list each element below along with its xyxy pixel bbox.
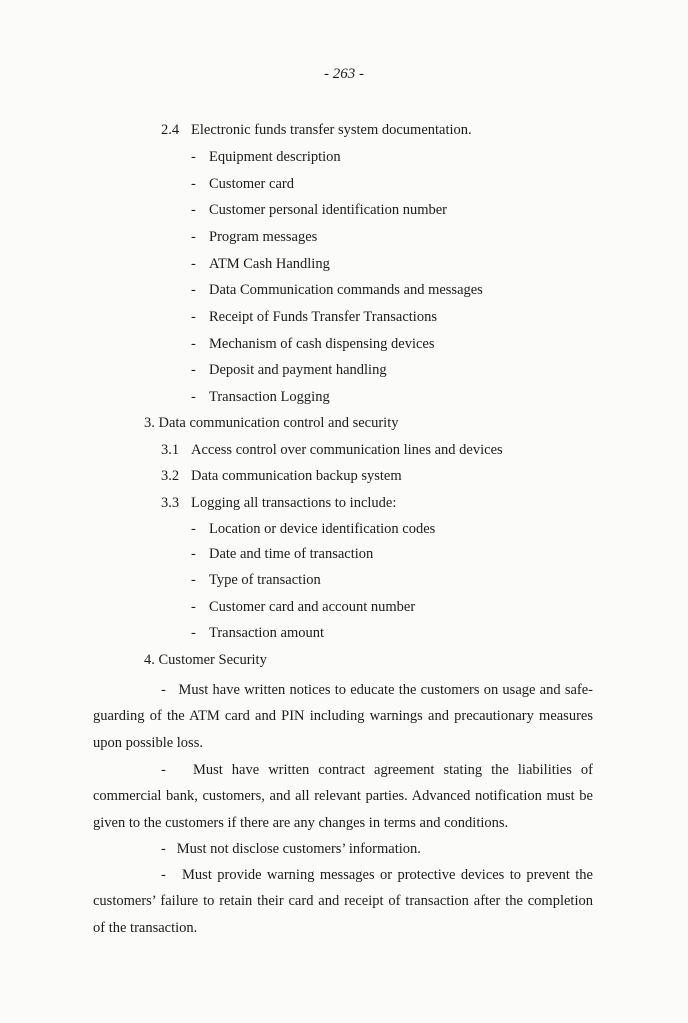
subsection-3-3: 3.3 Logging all transactions to include:: [161, 495, 397, 511]
list-item: - Customer card: [191, 176, 294, 192]
section-2-4-heading: [161, 122, 472, 139]
list-item: - Customer card and account number: [191, 599, 416, 615]
section-4-heading: 4. Customer Security: [144, 652, 267, 668]
list-item: - Transaction Logging: [191, 389, 330, 405]
list-item: - Data Communication commands and messages: [191, 282, 483, 298]
list-item: - Type of transaction: [191, 572, 321, 588]
list-item: - Deposit and payment handling: [191, 362, 387, 378]
list-item: - Date and time of transaction: [191, 546, 374, 562]
list-item: - Customer personal identification number: [191, 202, 447, 218]
paragraph: - Must not disclose customers’ information.: [161, 841, 421, 857]
paragraph: - Must have written contract agreement stating the liabilities of commercial bank, customers, and all relevant parties. Advanced notification must be given to the customers if there are any changes in terms and conditions.: [93, 762, 593, 831]
page-number: - 263 -: [324, 66, 364, 82]
list-item: - Transaction amount: [191, 625, 325, 641]
paragraph: - Must provide warning messages or protective devices to prevent the customers’ failure to retain their card and receipt of transaction after the completion of the transaction.: [93, 867, 593, 936]
list-item: - ATM Cash Handling: [191, 256, 330, 272]
list-item: - Mechanism of cash dispensing devices: [191, 336, 435, 352]
subsection-3-2: 3.2 Data communication backup system: [161, 468, 402, 484]
section-number: 2.4: [161, 122, 180, 138]
subsection-3-1: 3.1 Access control over communication lines and devices: [161, 442, 503, 458]
paragraph: - Must have written notices to educate the customers on usage and safe-guarding of the ATM card and PIN including warnings and precautionary measures upon possible loss.: [93, 682, 593, 751]
section-title: Electronic funds transfer system documentation.: [191, 122, 472, 138]
section-3-heading: 3. Data communication control and security: [144, 415, 399, 431]
list-item: - Equipment description: [191, 149, 341, 165]
list-item: - Location or device identification codes: [191, 521, 436, 537]
list-item: - Receipt of Funds Transfer Transactions: [191, 309, 437, 325]
list-item: - Program messages: [191, 229, 318, 245]
